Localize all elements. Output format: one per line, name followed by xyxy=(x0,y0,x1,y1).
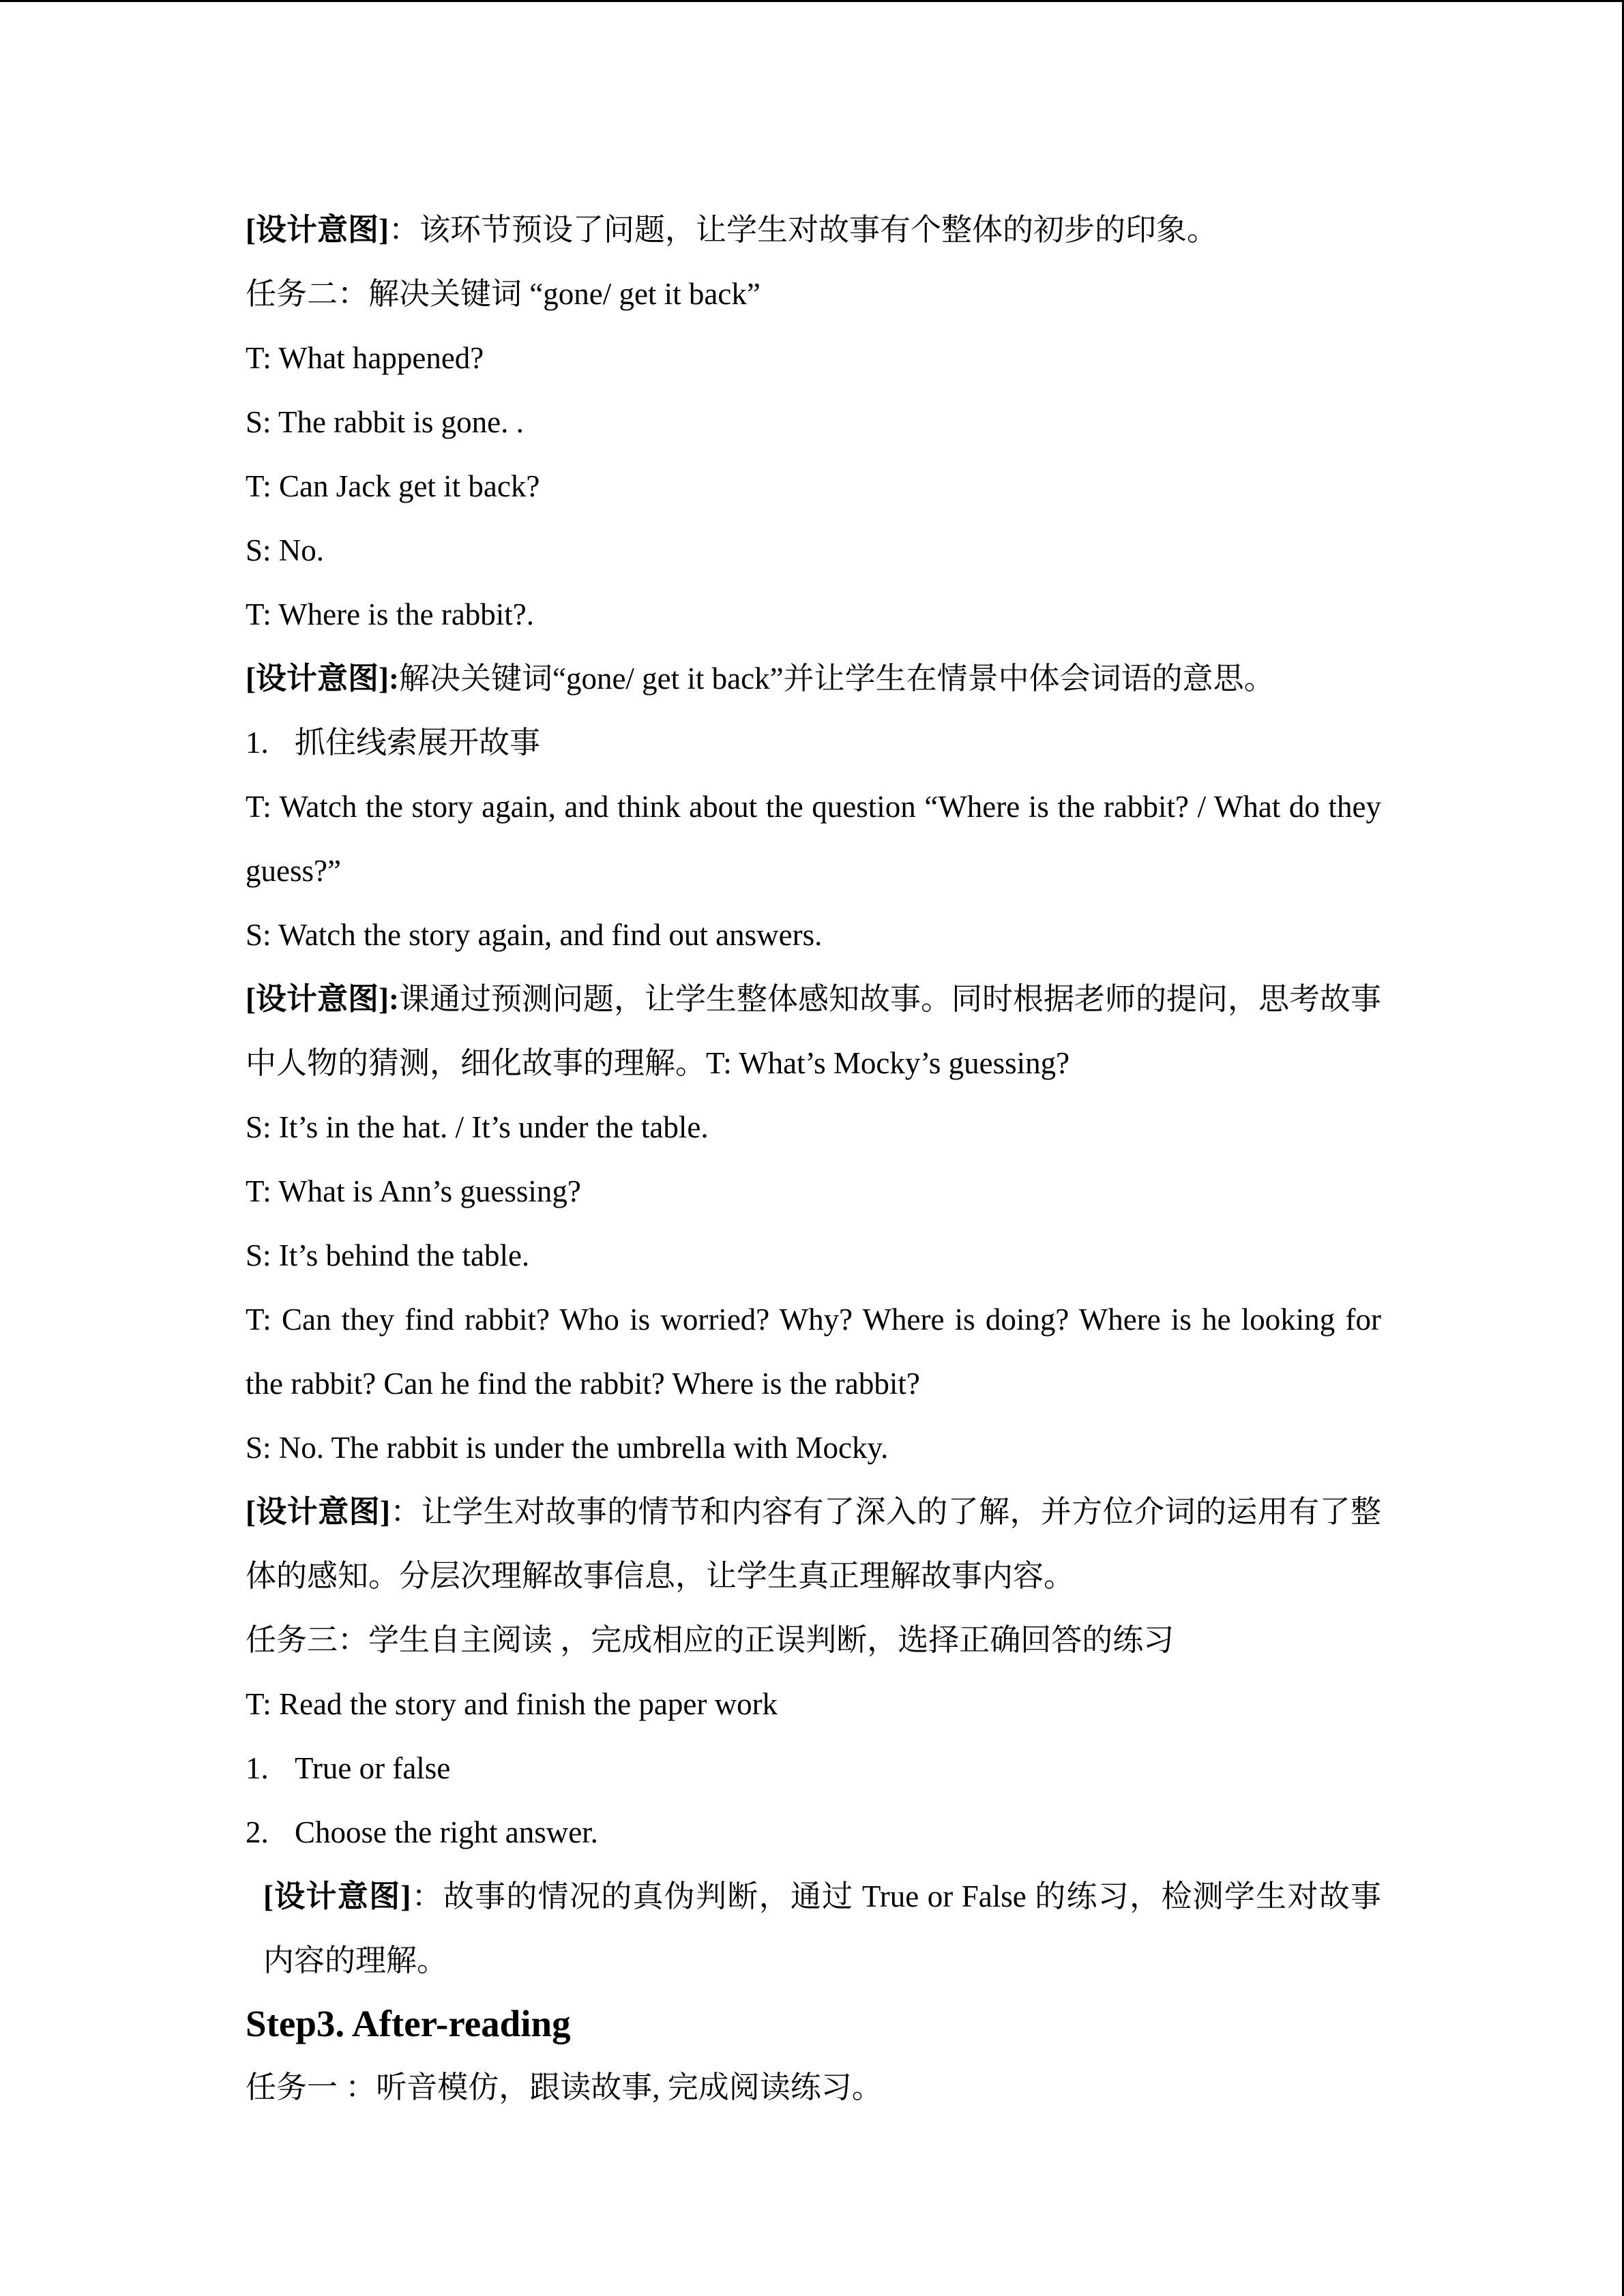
document-page xyxy=(246,198,1381,2119)
dialogue-line: S: It’s in the hat. / It’s under the table. xyxy=(246,1110,709,1144)
numbered-item xyxy=(246,1800,1381,1864)
task-two-heading: 任务二：解决关键词 “gone/ get it back” xyxy=(246,277,761,311)
design-intent-1 xyxy=(246,198,1381,262)
item-text: 抓住线索展开故事 xyxy=(295,726,541,760)
dialogue-line: T: Read the story and finish the paper work xyxy=(246,1687,778,1721)
design-intent-tag: [设计意图]: xyxy=(246,982,399,1016)
section-heading-step3: Step3. After-reading xyxy=(246,2003,571,2044)
design-intent-text: ：该环节预设了问题，让学生对故事有个整体的初步的印象。 xyxy=(388,213,1217,247)
dialogue-line: S: No. xyxy=(246,533,325,567)
item-number: 1. xyxy=(246,726,269,760)
dialogue-line: T: Can Jack get it back? xyxy=(246,469,540,503)
design-intent-tag: [设计意图] xyxy=(246,1495,390,1529)
dialogue-line: T: What is Ann’s guessing? xyxy=(246,1174,581,1208)
design-intent-tag: [设计意图] xyxy=(246,213,389,247)
numbered-item xyxy=(246,1736,1381,1800)
design-intent-text: ：故事的情况的真伪判断，通过 True or False 的练习，检测学生对故事内容的理解。 xyxy=(263,1879,1381,1978)
dialogue-line: S: Watch the story again, and find out answers. xyxy=(246,918,823,952)
design-intent-text: 解决关键词“gone/ get it back”并让学生在情景中体会词语的意思。 xyxy=(398,661,1275,696)
design-intent-2 xyxy=(246,646,1381,711)
design-intent-3 xyxy=(246,967,1381,1095)
numbered-item xyxy=(246,711,1381,775)
task-three-heading: 任务三：学生自主阅读 ，完成相应的正误判断，选择正确回答的练习 xyxy=(246,1623,1175,1657)
dialogue-paragraph: T: Watch the story again, and think about the question “Where is the rabbit? / What do they guess?” xyxy=(246,790,1381,888)
item-number: 2. xyxy=(246,1815,269,1849)
dialogue-line: S: It’s behind the table. xyxy=(246,1238,530,1272)
design-intent-4 xyxy=(246,1480,1381,1608)
page-top-border xyxy=(0,0,1624,2)
dialogue-line: S: The rabbit is gone. . xyxy=(246,405,524,439)
dialogue-line: T: Where is the rabbit?. xyxy=(246,597,535,631)
item-text: Choose the right answer. xyxy=(295,1815,598,1849)
design-intent-text: 课通过预测问题，让学生整体感知故事。同时根据老师的提问，思考故事中人物的猜测，细化故事的理解。T: What’s Mocky’s guessing? xyxy=(246,982,1381,1080)
dialogue-line: T: What happened? xyxy=(246,341,484,375)
task-one-heading: 任务一 ：听音模仿，跟读故事, 完成阅读练习。 xyxy=(246,2070,883,2104)
design-intent-5 xyxy=(246,1864,1381,1993)
item-number: 1. xyxy=(246,1751,269,1785)
item-text: True or false xyxy=(295,1751,451,1785)
design-intent-text: ：让学生对故事的情节和内容有了深入的了解，并方位介词的运用有了整体的感知。分层次理解故事信息，让学生真正理解故事内容。 xyxy=(246,1495,1381,1593)
design-intent-tag: [设计意图] xyxy=(263,1879,411,1913)
dialogue-line: S: No. The rabbit is under the umbrella with Mocky. xyxy=(246,1431,889,1465)
design-intent-tag: [设计意图]: xyxy=(246,661,399,696)
dialogue-paragraph: T: Can they find rabbit? Who is worried? Why? Where is doing? Where is he looking for the rabbit? Can he find the rabbit? Where is the rabbit? xyxy=(246,1302,1381,1401)
